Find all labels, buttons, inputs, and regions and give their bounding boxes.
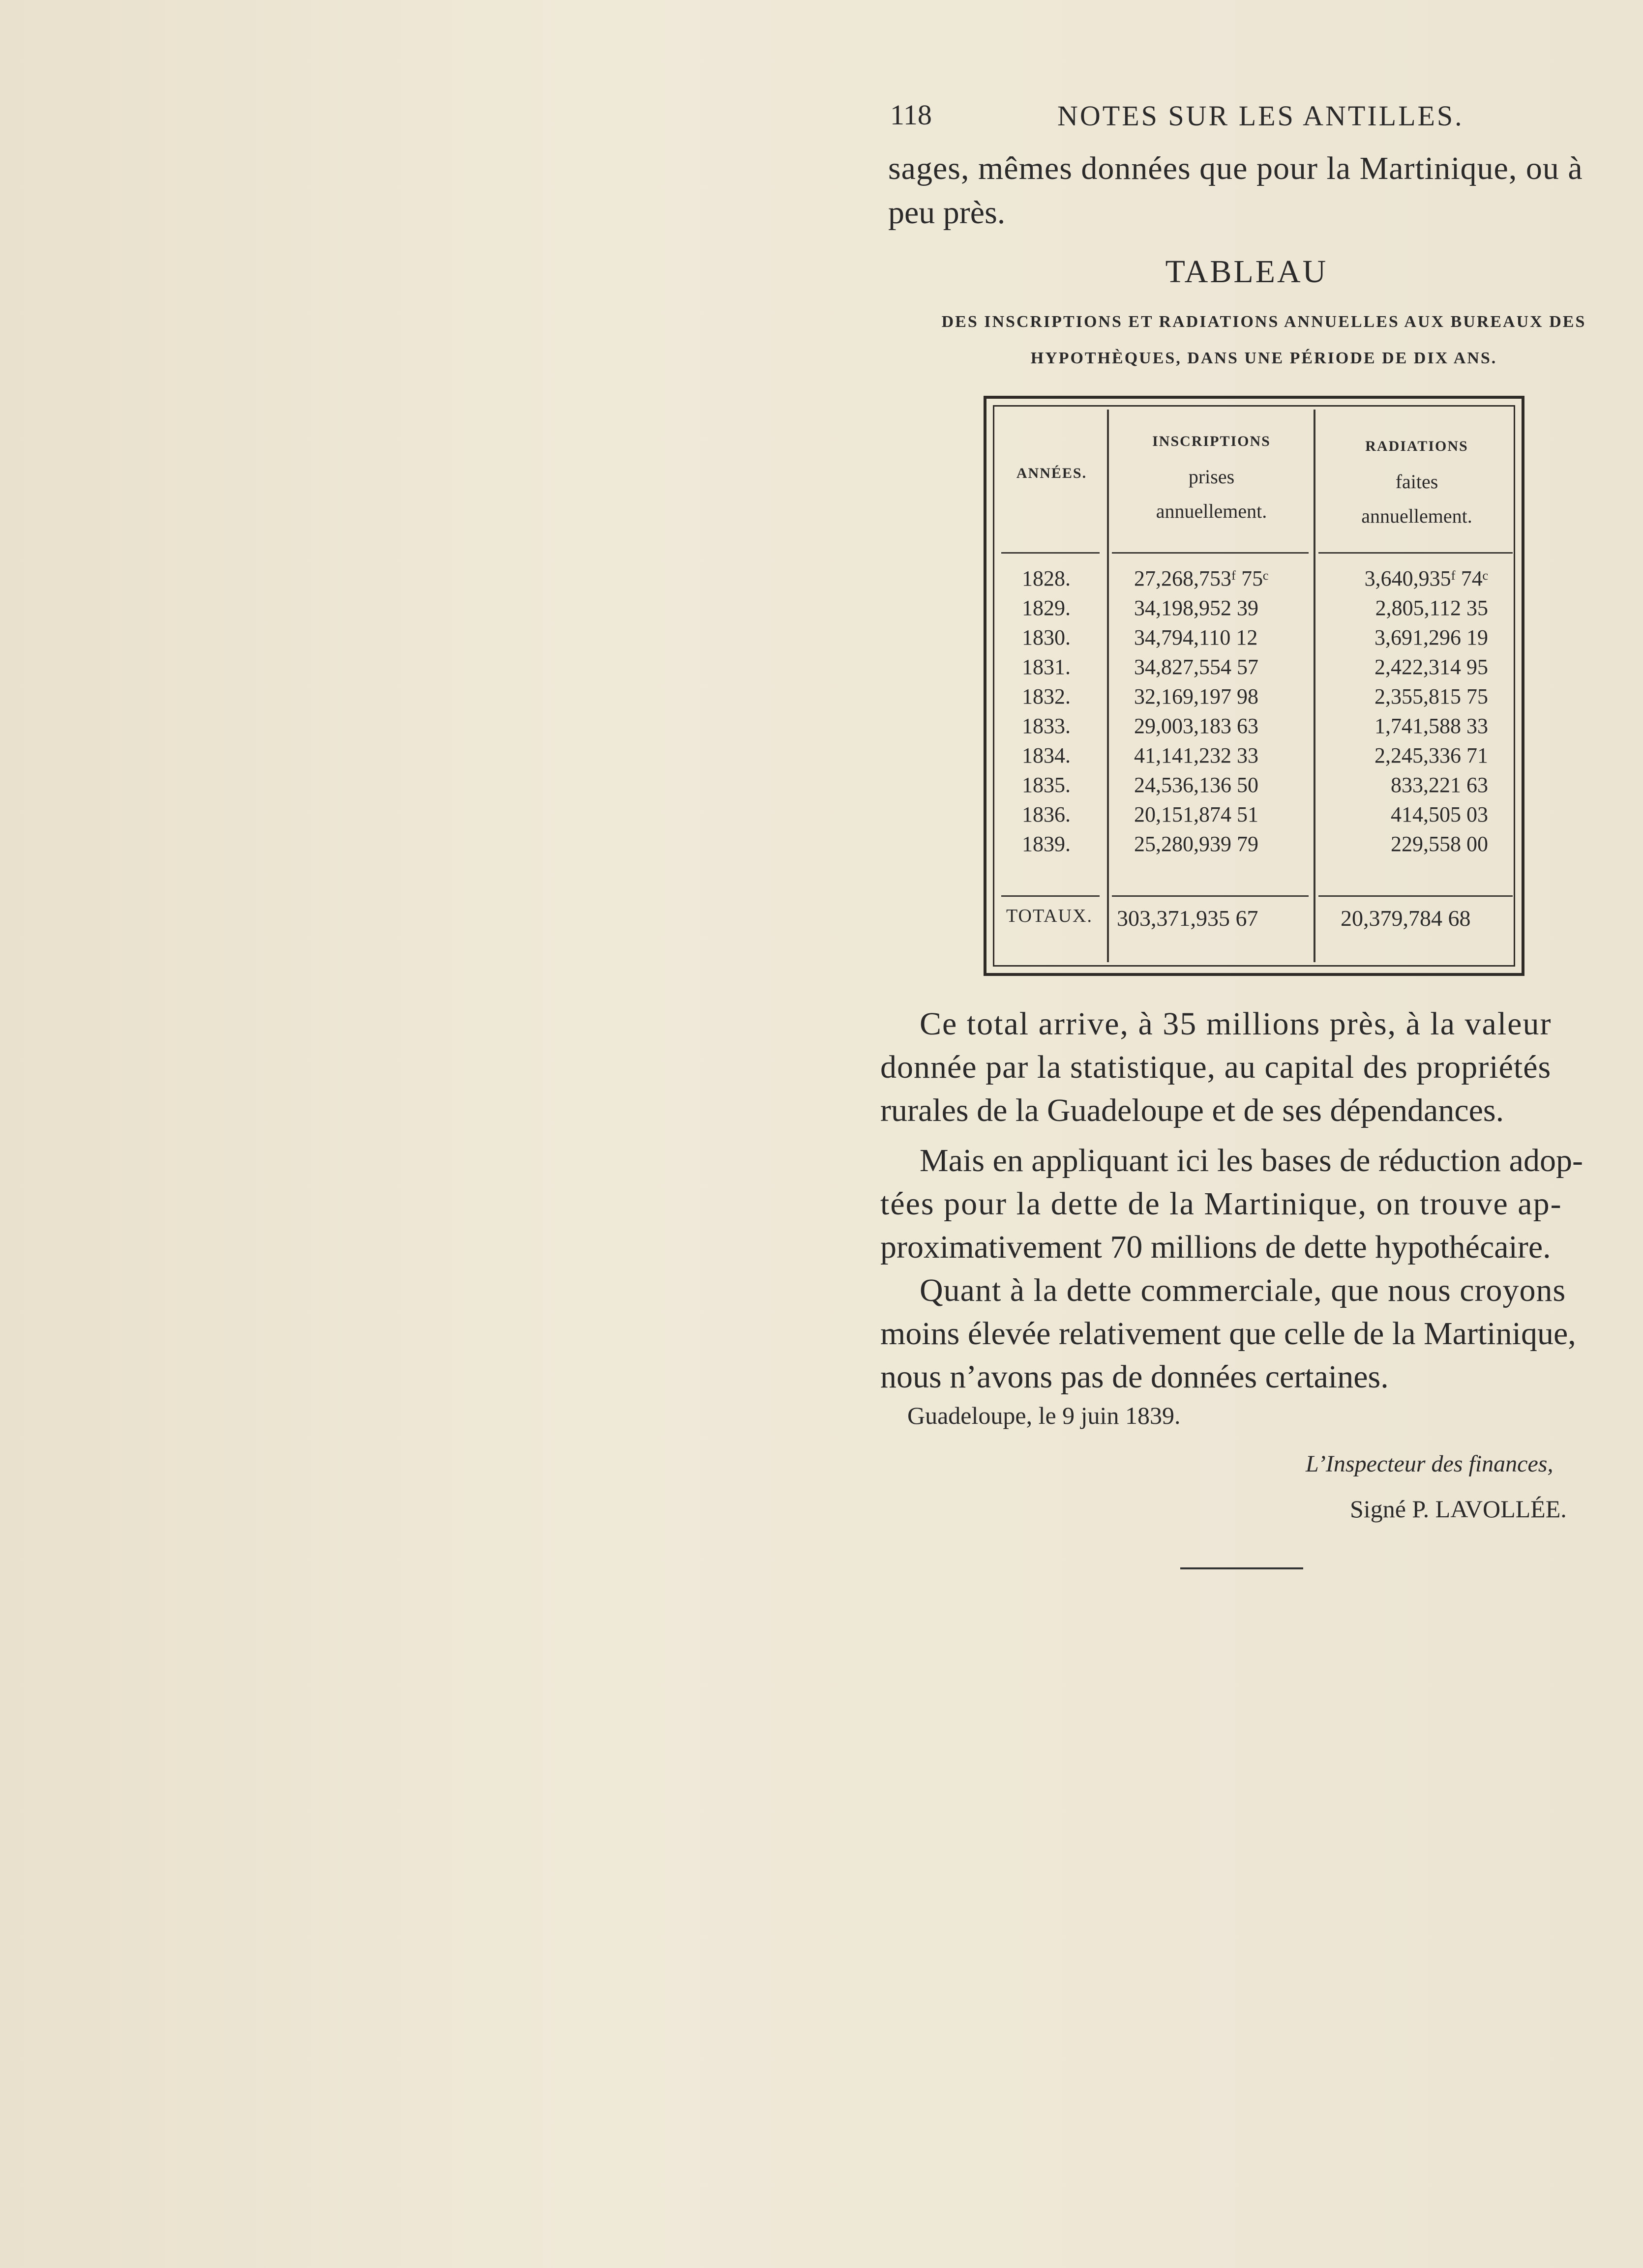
table-subtitle-line-1: DES INSCRIPTIONS ET RADIATIONS ANNUELLES AUX BUREAUX DES <box>941 313 1586 331</box>
inscriptions-cell: 25,280,939 79 <box>1134 832 1258 856</box>
totals-rule <box>1001 895 1100 897</box>
table-row <box>986 831 1527 861</box>
table-row <box>986 566 1527 595</box>
header-rule <box>1112 552 1309 554</box>
body-p1-line-2: donnée par la statistique, au capital des propriétés <box>880 1049 1552 1085</box>
radiations-cell: 2,805,112 35 <box>1375 596 1488 620</box>
totals-rule <box>1112 895 1309 897</box>
year-cell: 1834. <box>1022 743 1071 767</box>
intro-line-2: peu près. <box>888 195 1006 231</box>
table-row <box>986 772 1527 802</box>
table-row <box>986 743 1527 772</box>
header-radiations-sub: faites <box>1395 471 1438 493</box>
table-row <box>986 654 1527 684</box>
inscriptions-cell: 34,794,110 12 <box>1134 625 1258 649</box>
year-cell: 1829. <box>1022 596 1071 620</box>
header-years: ANNÉES. <box>1016 465 1087 481</box>
radiations-cell: 833,221 63 <box>1391 773 1488 797</box>
header-inscriptions-sub: annuellement. <box>1156 500 1267 522</box>
year-cell: 1835. <box>1022 773 1071 797</box>
running-title: NOTES SUR LES ANTILLES. <box>1057 100 1464 132</box>
header-inscriptions-sub: prises <box>1188 466 1235 488</box>
inscriptions-cell: 41,141,232 33 <box>1134 743 1258 767</box>
inscriptions-cell: 20,151,874 51 <box>1134 802 1258 826</box>
radiations-cell: 2,355,815 75 <box>1374 684 1488 708</box>
radiations-cell: 2,422,314 95 <box>1374 655 1488 679</box>
table-row <box>986 802 1527 831</box>
header-inscriptions: INSCRIPTIONS <box>1152 433 1271 449</box>
inscriptions-cell: 29,003,183 63 <box>1134 714 1258 738</box>
totals-inscriptions: 303,371,935 67 <box>1117 906 1258 931</box>
inscriptions-cell: 32,169,197 98 <box>1134 684 1258 708</box>
closing-rule <box>1180 1567 1303 1569</box>
header-rule <box>1318 552 1513 554</box>
header-rule <box>1001 552 1100 554</box>
table-title: TABLEAU <box>1165 254 1328 290</box>
intro-line-1: sages, mêmes données que pour la Martinique, ou à <box>888 150 1583 186</box>
inscriptions-cell: 27,268,753ᶠ 75ᶜ <box>1134 566 1269 590</box>
year-cell: 1833. <box>1022 714 1071 738</box>
body-p1-line-3: rurales de la Guadeloupe et de ses dépendances. <box>880 1092 1504 1128</box>
page-header <box>890 98 1603 138</box>
inscriptions-cell: 34,198,952 39 <box>1134 596 1258 620</box>
radiations-cell: 414,505 03 <box>1391 802 1488 826</box>
radiations-cell: 3,640,935ᶠ 74ᶜ <box>1364 566 1488 590</box>
body-p1-line-1: Ce total arrive, à 35 millions près, à la valeur <box>920 1006 1552 1042</box>
header-radiations: RADIATIONS <box>1365 438 1468 454</box>
table-row <box>986 684 1527 713</box>
table-row <box>986 625 1527 654</box>
radiations-cell: 229,558 00 <box>1391 832 1488 856</box>
body-p2-line-3: proximativement 70 millions de dette hypothécaire. <box>880 1229 1551 1265</box>
inscriptions-cell: 34,827,554 57 <box>1134 655 1258 679</box>
radiations-cell: 2,245,336 71 <box>1374 743 1488 767</box>
signatory-title: L’Inspecteur des finances, <box>1306 1451 1553 1477</box>
data-table <box>984 396 1524 976</box>
body-p2-line-1: Mais en appliquant ici les bases de réduction adop- <box>920 1143 1583 1178</box>
body-p3-line-3: nous n’avons pas de données certaines. <box>880 1359 1389 1395</box>
table-subtitle-line-2: HYPOTHÈQUES, DANS UNE PÉRIODE DE DIX ANS. <box>1030 349 1497 367</box>
dateline: Guadeloupe, le 9 juin 1839. <box>907 1402 1181 1429</box>
page-number: 118 <box>890 99 932 131</box>
body-p3-line-1: Quant à la dette commerciale, que nous croyons <box>920 1272 1566 1308</box>
body-p3-line-2: moins élevée relativement que celle de la Martinique, <box>880 1316 1576 1352</box>
radiations-cell: 1,741,588 33 <box>1374 714 1488 738</box>
table-subtitle <box>915 304 1613 377</box>
table-row <box>986 713 1527 743</box>
header-radiations-sub: annuellement. <box>1361 505 1472 527</box>
table-row <box>986 595 1527 625</box>
inscriptions-cell: 24,536,136 50 <box>1134 773 1258 797</box>
totals-radiations: 20,379,784 68 <box>1341 906 1471 931</box>
totals-row <box>986 905 1527 940</box>
totals-rule <box>1318 895 1513 897</box>
year-cell: 1839. <box>1022 832 1071 856</box>
year-cell: 1836. <box>1022 802 1071 826</box>
totals-label: TOTAUX. <box>1006 906 1093 926</box>
year-cell: 1831. <box>1022 655 1071 679</box>
year-cell: 1828. <box>1022 566 1071 590</box>
year-cell: 1832. <box>1022 684 1071 708</box>
radiations-cell: 3,691,296 19 <box>1374 625 1488 649</box>
year-cell: 1830. <box>1022 625 1071 649</box>
body-p2-line-2: tées pour la dette de la Martinique, on trouve ap- <box>880 1186 1562 1222</box>
signatory-name: Signé P. LAVOLLÉE. <box>1350 1495 1567 1523</box>
